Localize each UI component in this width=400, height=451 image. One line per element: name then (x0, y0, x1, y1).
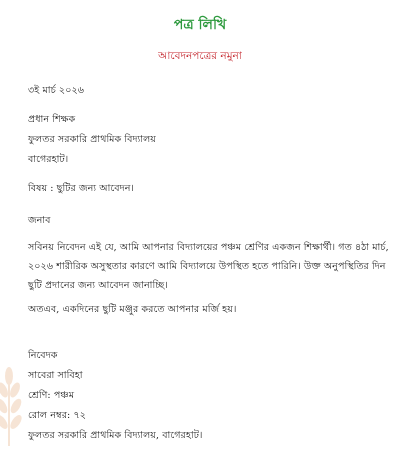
letter-subject: বিষয় : ছুটির জন্য আবেদন। (28, 183, 134, 194)
letter-date: ৩ই মার্চ ২০২৬ (28, 85, 85, 96)
sender-name: সাবেরা সাবিহা (28, 370, 83, 381)
body-paragraph-1: সবিনয় নিবেদন এই যে, আমি আপনার বিদ্যালয়ের পঞ্চম শ্রেণির একজন শিক্ষার্থী। গত ৪ঠা মার্চ, ২০২৬ শারীরিক অসুস্থতার কারণে আমি বিদ্যালয়ে উপস্থিত হতে পারিনি। উক্ত অনুপস্থিতির দিন ছুটি প্রদানের জন্য আবেদন জানাচ্ছি। (28, 242, 389, 291)
recipient-school: ফুলতর সরকারি প্রাথমিক বিদ্যালয় (28, 134, 156, 145)
sender-closing: নিবেদক (28, 350, 58, 361)
page-subtitle: আবেদনপত্রের নমুনা (158, 50, 242, 62)
sender-class: শ্রেণি: পঞ্চম (28, 390, 75, 401)
letter-salutation: জনাব (28, 215, 51, 226)
sender-address: ফুলতর সরকারি প্রাথমিক বিদ্যালয়, বাগেরহাট। (28, 430, 203, 441)
recipient-place: বাগেরহাট। (28, 154, 69, 165)
wheat-sheaf-icon (0, 362, 24, 446)
recipient-designation: প্রধান শিক্ষক (28, 114, 76, 125)
body-paragraph-2: অতএব, একদিনের ছুটি মঞ্জুর করতে আপনার মর্জি হয়। (28, 304, 237, 315)
sender-roll: রোল নম্বর: ৭২ (28, 410, 86, 421)
page-title: পত্র লিখি (173, 17, 227, 33)
